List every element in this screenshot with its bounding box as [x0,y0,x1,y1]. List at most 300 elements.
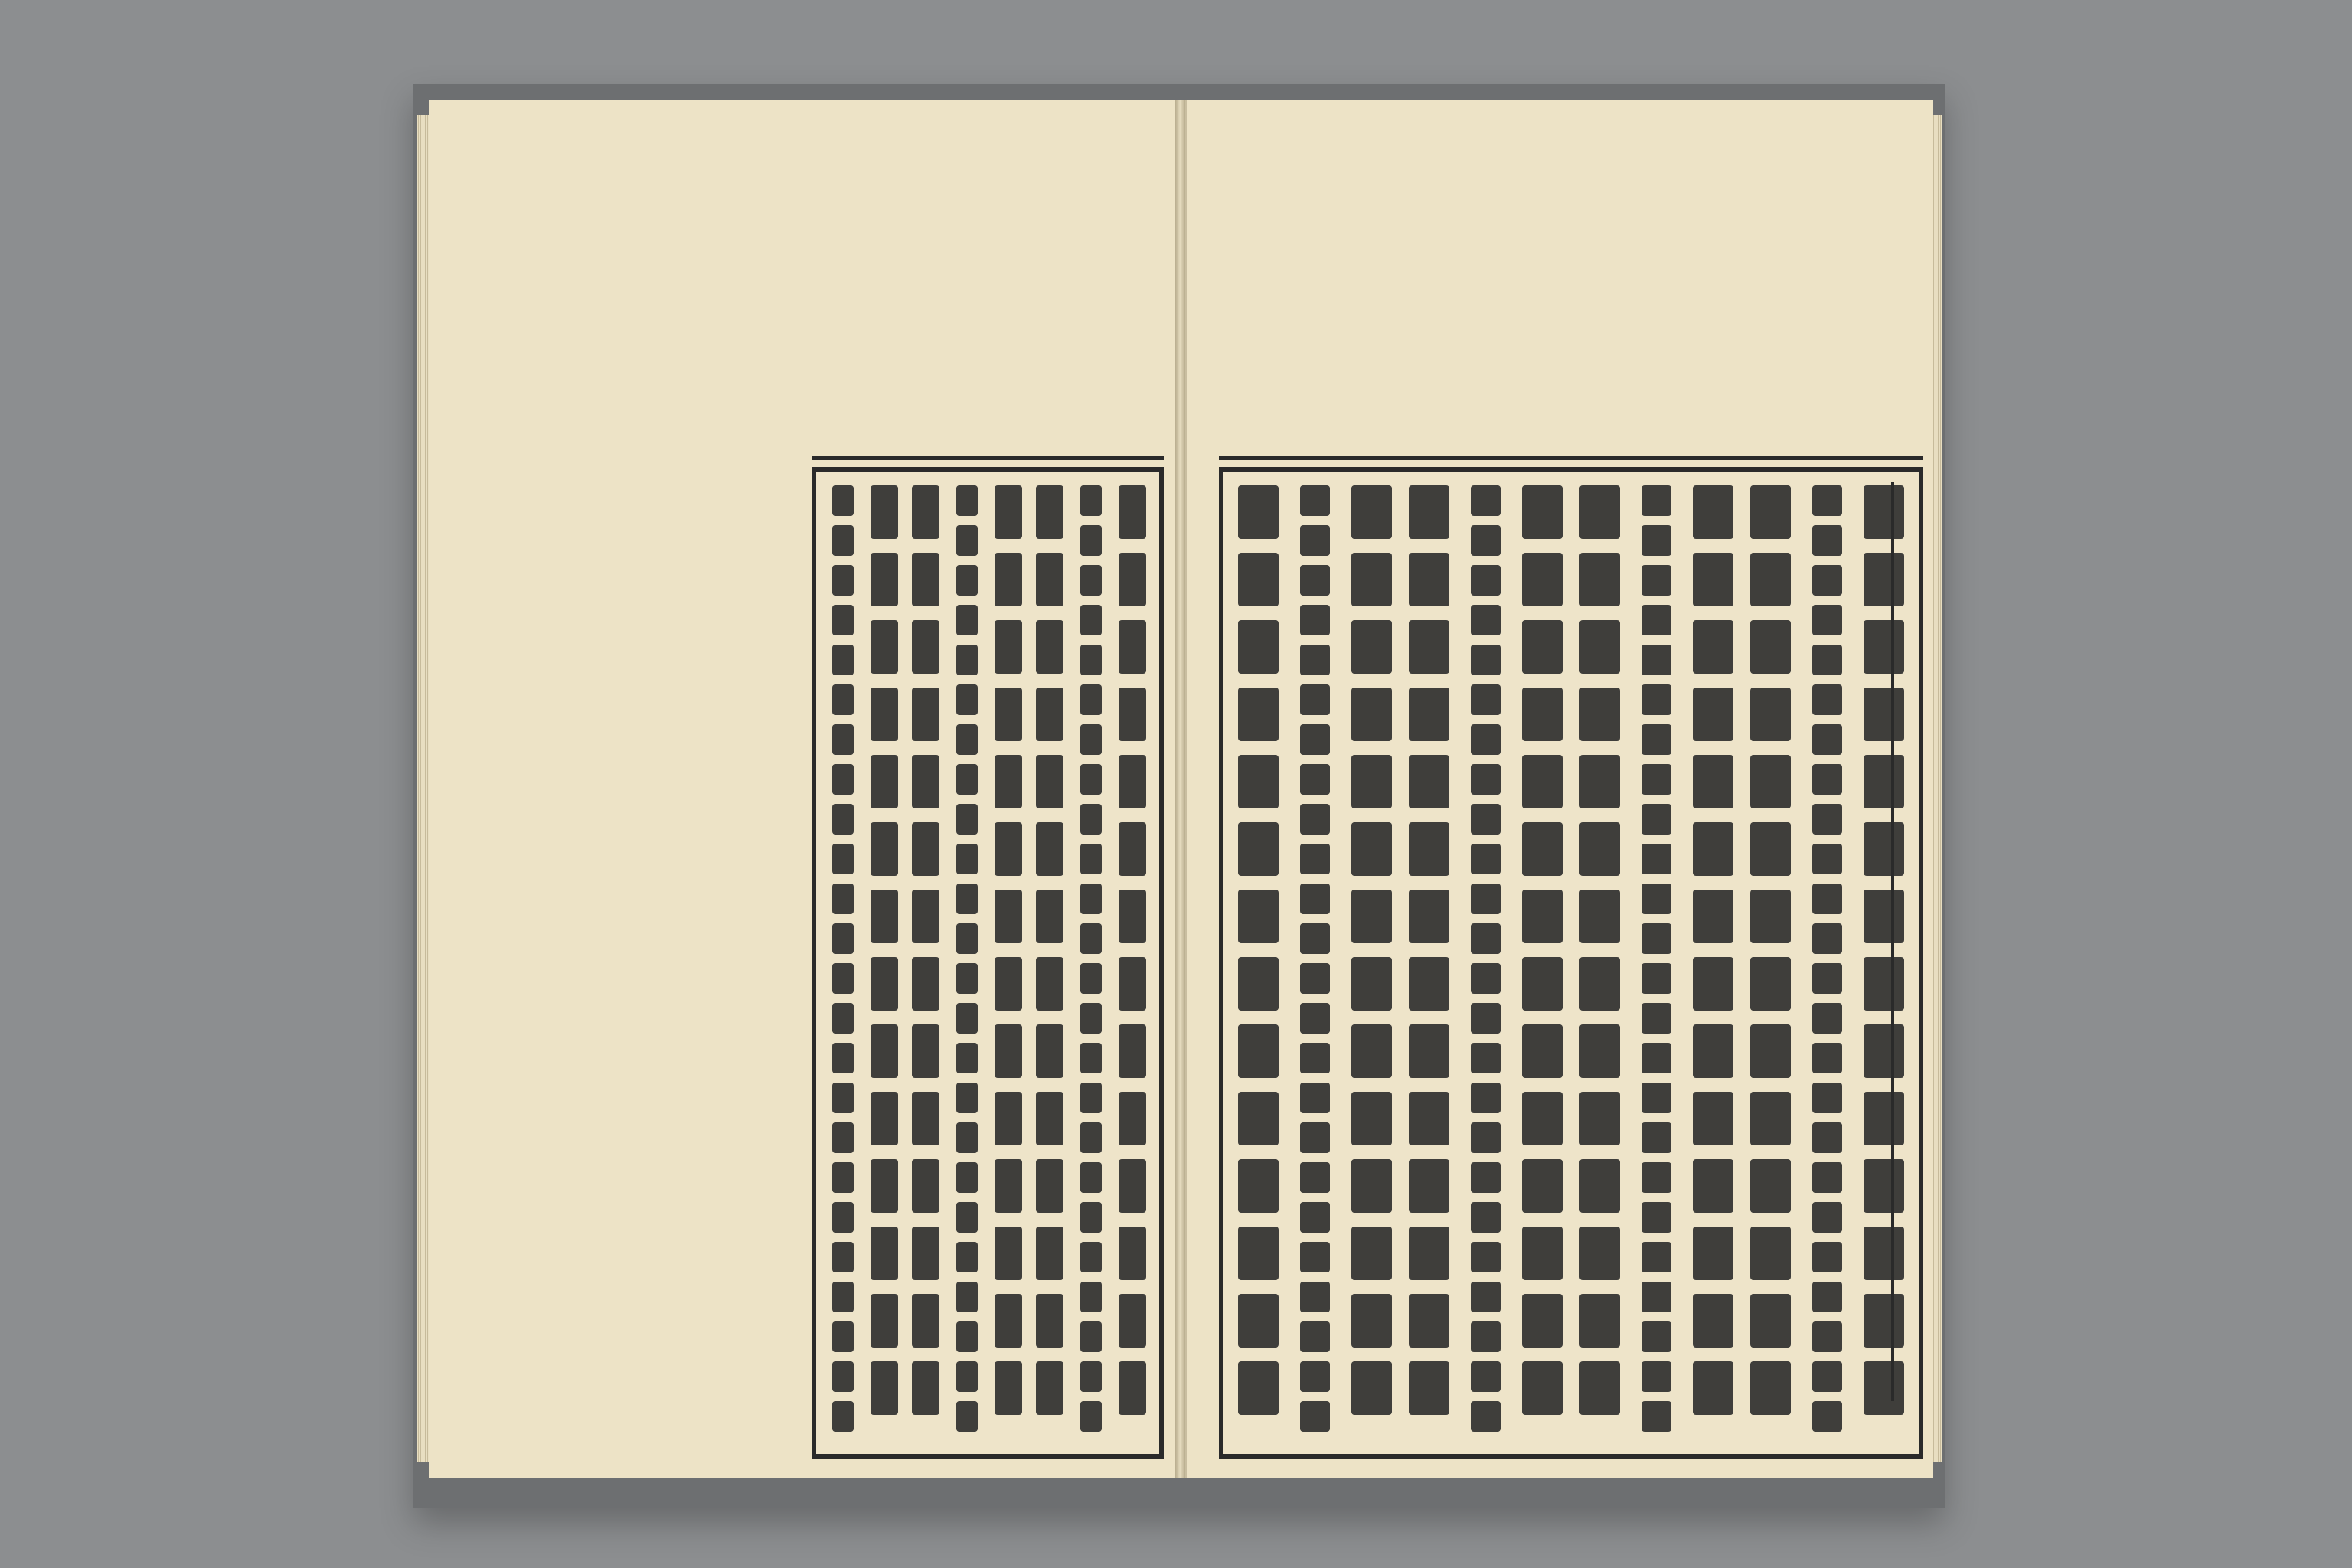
glyph-placeholder [1812,963,1843,994]
glyph-placeholder [912,822,940,876]
glyph-placeholder [1238,1294,1279,1348]
glyph-placeholder [1579,1227,1620,1280]
glyph-placeholder [1522,822,1563,876]
glyph-placeholder [1119,1227,1147,1280]
right-text-block [1219,467,1923,1459]
glyph-placeholder [1119,1159,1147,1213]
glyph-placeholder [1750,620,1791,674]
glyph-placeholder [956,605,978,635]
glyph-placeholder [1642,1321,1672,1352]
glyph-placeholder [1238,485,1279,539]
left-page-edges [416,115,429,1462]
glyph-placeholder [1642,963,1672,994]
glyph-placeholder [995,822,1023,876]
glyph-placeholder [1238,822,1279,876]
glyph-placeholder [1693,1294,1733,1348]
glyph-placeholder [1471,1162,1501,1193]
glyph-placeholder [1119,1294,1147,1348]
glyph-placeholder [956,1321,978,1352]
glyph-placeholder [1300,645,1331,675]
glyph-placeholder [1750,822,1791,876]
glyph-placeholder [1080,605,1102,635]
glyph-placeholder [1471,1083,1501,1113]
glyph-placeholder [1409,1092,1449,1145]
glyph-placeholder [1080,844,1102,874]
glyph-placeholder [956,684,978,715]
glyph-placeholder [1119,485,1147,539]
glyph-placeholder [1300,565,1331,596]
glyph-placeholder [1642,1282,1672,1312]
glyph-placeholder [871,957,899,1011]
glyph-placeholder [956,485,978,516]
glyph-placeholder [1471,565,1501,596]
glyph-placeholder [1579,822,1620,876]
glyph-placeholder [1119,822,1147,876]
glyph-placeholder [1642,884,1672,914]
glyph-placeholder [1080,1202,1102,1233]
glyph-placeholder [1471,645,1501,675]
glyph-placeholder [1522,688,1563,741]
glyph-placeholder [1080,963,1102,994]
glyph-placeholder [1119,755,1147,808]
glyph-placeholder [1522,1294,1563,1348]
glyph-placeholder [995,1159,1023,1213]
glyph-placeholder [1300,1202,1331,1233]
text-column [1233,485,1283,1440]
glyph-placeholder [1238,553,1279,606]
glyph-placeholder [1579,890,1620,943]
glyph-placeholder [1812,804,1843,835]
glyph-placeholder [1812,1043,1843,1073]
glyph-placeholder [1642,605,1672,635]
glyph-placeholder [1642,645,1672,675]
glyph-placeholder [1471,764,1501,795]
glyph-placeholder [871,1294,899,1348]
glyph-placeholder [1300,884,1331,914]
glyph-placeholder [912,620,940,674]
glyph-placeholder [871,688,899,741]
glyph-placeholder [1119,890,1147,943]
glyph-placeholder [1080,1361,1102,1392]
glyph-placeholder [1080,525,1102,556]
glyph-placeholder [1812,844,1843,874]
glyph-placeholder [912,1227,940,1280]
glyph-placeholder [1812,884,1843,914]
glyph-placeholder [1036,1159,1064,1213]
glyph-placeholder [871,553,899,606]
glyph-placeholder [1080,1003,1102,1034]
text-column [908,485,943,1440]
glyph-placeholder [1522,890,1563,943]
glyph-placeholder [1471,1003,1501,1034]
glyph-placeholder [1471,684,1501,715]
glyph-placeholder [995,957,1023,1011]
glyph-placeholder [956,1242,978,1272]
glyph-placeholder [1750,890,1791,943]
glyph-placeholder [1642,764,1672,795]
glyph-placeholder [1471,1361,1501,1392]
glyph-placeholder [1119,1024,1147,1078]
glyph-placeholder [1409,1159,1449,1213]
glyph-placeholder [1471,605,1501,635]
glyph-placeholder [871,1227,899,1280]
glyph-placeholder [1579,620,1620,674]
glyph-placeholder [1642,1043,1672,1073]
glyph-placeholder [1750,485,1791,539]
left-text-block [812,467,1164,1459]
glyph-placeholder [1812,1361,1843,1392]
glyph-placeholder [1080,804,1102,835]
glyph-placeholder [1238,1092,1279,1145]
glyph-placeholder [1300,1043,1331,1073]
glyph-placeholder [1036,553,1064,606]
glyph-placeholder [1080,1321,1102,1352]
glyph-placeholder [1693,890,1733,943]
glyph-placeholder [1238,1024,1279,1078]
glyph-placeholder [1080,923,1102,954]
glyph-placeholder [1750,755,1791,808]
glyph-placeholder [1409,957,1449,1011]
glyph-placeholder [1300,724,1331,755]
glyph-placeholder [912,1294,940,1348]
glyph-placeholder [995,1092,1023,1145]
glyph-placeholder [956,844,978,874]
glyph-placeholder [1471,1202,1501,1233]
glyph-placeholder [1579,1361,1620,1415]
glyph-placeholder [956,1202,978,1233]
glyph-placeholder [956,1361,978,1392]
glyph-placeholder [1471,1401,1501,1432]
glyph-placeholder [1300,1083,1331,1113]
glyph-placeholder [1812,525,1843,556]
glyph-placeholder [1471,1122,1501,1153]
glyph-placeholder [1238,1159,1279,1213]
glyph-placeholder [871,1024,899,1078]
glyph-placeholder [912,485,940,539]
glyph-placeholder [1642,844,1672,874]
glyph-placeholder [1812,684,1843,715]
glyph-placeholder [1036,822,1064,876]
glyph-placeholder [1300,684,1331,715]
glyph-placeholder [1579,755,1620,808]
glyph-placeholder [1471,844,1501,874]
glyph-placeholder [1409,890,1449,943]
glyph-placeholder [1409,553,1449,606]
glyph-placeholder [1812,1321,1843,1352]
text-column [1517,485,1568,1440]
glyph-placeholder [1471,963,1501,994]
glyph-placeholder [1300,1003,1331,1034]
glyph-placeholder [1642,1401,1672,1432]
glyph-placeholder [1119,620,1147,674]
text-column [1115,485,1150,1440]
glyph-placeholder [1119,553,1147,606]
glyph-placeholder [995,688,1023,741]
glyph-placeholder [1409,688,1449,741]
glyph-placeholder [1036,890,1064,943]
right-margin-title [1891,482,1940,1401]
glyph-placeholder [1080,764,1102,795]
glyph-placeholder [1036,620,1064,674]
glyph-placeholder [1642,1003,1672,1034]
glyph-placeholder [1080,1282,1102,1312]
glyph-placeholder [1522,485,1563,539]
glyph-placeholder [1642,724,1672,755]
glyph-placeholder [1351,1092,1392,1145]
glyph-placeholder [995,890,1023,943]
glyph-placeholder [1812,1162,1843,1193]
glyph-placeholder [956,724,978,755]
text-column [1574,485,1625,1440]
glyph-placeholder [912,1361,940,1415]
glyph-placeholder [995,1024,1023,1078]
glyph-placeholder [912,1159,940,1213]
glyph-placeholder [956,645,978,675]
glyph-placeholder [1238,957,1279,1011]
left-text-columns [825,485,1150,1440]
text-column [1032,485,1067,1440]
glyph-placeholder [1693,1361,1733,1415]
glyph-placeholder [1750,553,1791,606]
glyph-placeholder [1693,485,1733,539]
glyph-placeholder [871,1361,899,1415]
glyph-placeholder [1693,1024,1733,1078]
glyph-placeholder [995,755,1023,808]
glyph-placeholder [871,620,899,674]
glyph-placeholder [1300,963,1331,994]
glyph-placeholder [956,565,978,596]
glyph-placeholder [1471,804,1501,835]
glyph-placeholder [1036,957,1064,1011]
glyph-placeholder [1036,1024,1064,1078]
glyph-placeholder [1080,1083,1102,1113]
glyph-placeholder [1693,755,1733,808]
glyph-placeholder [1693,1227,1733,1280]
glyph-placeholder [871,485,899,539]
glyph-placeholder [1080,1162,1102,1193]
glyph-placeholder [1238,1361,1279,1415]
glyph-placeholder [1812,1242,1843,1272]
glyph-placeholder [1409,1024,1449,1078]
glyph-placeholder [995,553,1023,606]
glyph-placeholder [1812,923,1843,954]
text-column [1460,485,1511,1440]
glyph-placeholder [1750,1294,1791,1348]
glyph-placeholder [1471,724,1501,755]
glyph-placeholder [1812,605,1843,635]
glyph-placeholder [1642,1361,1672,1392]
glyph-placeholder [1409,485,1449,539]
glyph-placeholder [1036,755,1064,808]
glyph-placeholder [1579,1024,1620,1078]
glyph-placeholder [1471,884,1501,914]
glyph-placeholder [1693,957,1733,1011]
glyph-placeholder [1351,957,1392,1011]
glyph-placeholder [1471,923,1501,954]
glyph-placeholder [1579,1092,1620,1145]
right-top-rule [1219,456,1923,460]
glyph-placeholder [995,485,1023,539]
glyph-placeholder [1119,688,1147,741]
glyph-placeholder [1300,923,1331,954]
glyph-placeholder [912,755,940,808]
glyph-placeholder [1579,485,1620,539]
text-column [867,485,902,1440]
glyph-placeholder [995,620,1023,674]
glyph-placeholder [1471,485,1501,516]
glyph-placeholder [1300,485,1331,516]
glyph-placeholder [1693,1159,1733,1213]
glyph-placeholder [1080,1242,1102,1272]
glyph-placeholder [1642,804,1672,835]
glyph-placeholder [1750,1159,1791,1213]
glyph-placeholder [1300,1122,1331,1153]
glyph-placeholder [1409,620,1449,674]
glyph-placeholder [956,1122,978,1153]
glyph-placeholder [1080,1043,1102,1073]
glyph-placeholder [1579,688,1620,741]
glyph-placeholder [1642,1202,1672,1233]
glyph-placeholder [1642,525,1672,556]
text-column [1631,485,1681,1440]
text-column [1289,485,1340,1440]
glyph-placeholder [1642,923,1672,954]
glyph-placeholder [1300,1401,1331,1432]
glyph-placeholder [1812,1202,1843,1233]
text-column [1745,485,1795,1440]
glyph-placeholder [1036,1294,1064,1348]
glyph-placeholder [1238,755,1279,808]
glyph-placeholder [1300,764,1331,795]
glyph-placeholder [1750,1024,1791,1078]
text-column [1347,485,1397,1440]
glyph-placeholder [1351,1024,1392,1078]
glyph-placeholder [1351,890,1392,943]
glyph-placeholder [1750,688,1791,741]
glyph-placeholder [1812,764,1843,795]
glyph-placeholder [1642,565,1672,596]
glyph-placeholder [1693,553,1733,606]
glyph-placeholder [1080,884,1102,914]
glyph-placeholder [1409,755,1449,808]
glyph-placeholder [1522,1227,1563,1280]
glyph-placeholder [1119,1092,1147,1145]
glyph-placeholder [1522,957,1563,1011]
glyph-placeholder [1642,684,1672,715]
glyph-placeholder [1642,1122,1672,1153]
glyph-placeholder [1300,844,1331,874]
glyph-placeholder [956,884,978,914]
glyph-placeholder [912,957,940,1011]
glyph-placeholder [1119,1361,1147,1415]
glyph-placeholder [956,1401,978,1432]
glyph-placeholder [1351,755,1392,808]
text-column [1073,485,1109,1440]
glyph-placeholder [1036,1092,1064,1145]
glyph-placeholder [912,553,940,606]
glyph-placeholder [1642,1242,1672,1272]
glyph-placeholder [1642,1083,1672,1113]
glyph-placeholder [1693,822,1733,876]
glyph-placeholder [1812,1401,1843,1432]
glyph-placeholder [1300,1361,1331,1392]
glyph-placeholder [832,1401,854,1432]
glyph-placeholder [1080,485,1102,516]
glyph-placeholder [1300,605,1331,635]
glyph-placeholder [1812,1003,1843,1034]
glyph-placeholder [1471,1321,1501,1352]
glyph-placeholder [1119,957,1147,1011]
glyph-placeholder [1812,1122,1843,1153]
glyph-placeholder [1750,1361,1791,1415]
glyph-placeholder [1642,1162,1672,1193]
glyph-placeholder [1750,1227,1791,1280]
glyph-placeholder [1812,565,1843,596]
glyph-placeholder [1351,1294,1392,1348]
text-column [991,485,1026,1440]
glyph-placeholder [1693,688,1733,741]
glyph-placeholder [1471,1043,1501,1073]
glyph-placeholder [1579,957,1620,1011]
glyph-placeholder [956,963,978,994]
glyph-placeholder [995,1294,1023,1348]
book-gutter [1175,100,1185,1478]
glyph-placeholder [1036,688,1064,741]
glyph-placeholder [956,525,978,556]
glyph-placeholder [1522,620,1563,674]
glyph-placeholder [1750,957,1791,1011]
glyph-placeholder [1522,1361,1563,1415]
glyph-placeholder [912,1024,940,1078]
glyph-placeholder [956,1162,978,1193]
glyph-placeholder [871,1159,899,1213]
glyph-placeholder [956,1282,978,1312]
glyph-placeholder [1409,822,1449,876]
glyph-placeholder [956,923,978,954]
text-column [1403,485,1454,1440]
glyph-placeholder [1522,553,1563,606]
glyph-placeholder [1080,565,1102,596]
text-column [1688,485,1739,1440]
glyph-placeholder [1812,485,1843,516]
glyph-placeholder [1351,1361,1392,1415]
glyph-placeholder [1080,1122,1102,1153]
glyph-placeholder [1036,1227,1064,1280]
glyph-placeholder [956,1003,978,1034]
glyph-placeholder [1471,1282,1501,1312]
glyph-placeholder [1693,620,1733,674]
glyph-placeholder [1351,485,1392,539]
glyph-placeholder [1750,1092,1791,1145]
glyph-placeholder [1351,822,1392,876]
glyph-placeholder [1351,553,1392,606]
glyph-placeholder [1238,1227,1279,1280]
glyph-placeholder [1351,620,1392,674]
glyph-placeholder [1812,645,1843,675]
glyph-placeholder [1036,485,1064,539]
glyph-placeholder [1300,1321,1331,1352]
glyph-placeholder [1471,1242,1501,1272]
glyph-placeholder [956,1083,978,1113]
glyph-placeholder [956,764,978,795]
text-column [1802,485,1852,1440]
glyph-placeholder [1300,804,1331,835]
glyph-placeholder [1409,1361,1449,1415]
glyph-placeholder [871,890,899,943]
glyph-placeholder [1238,620,1279,674]
glyph-placeholder [1351,688,1392,741]
glyph-placeholder [1693,1092,1733,1145]
